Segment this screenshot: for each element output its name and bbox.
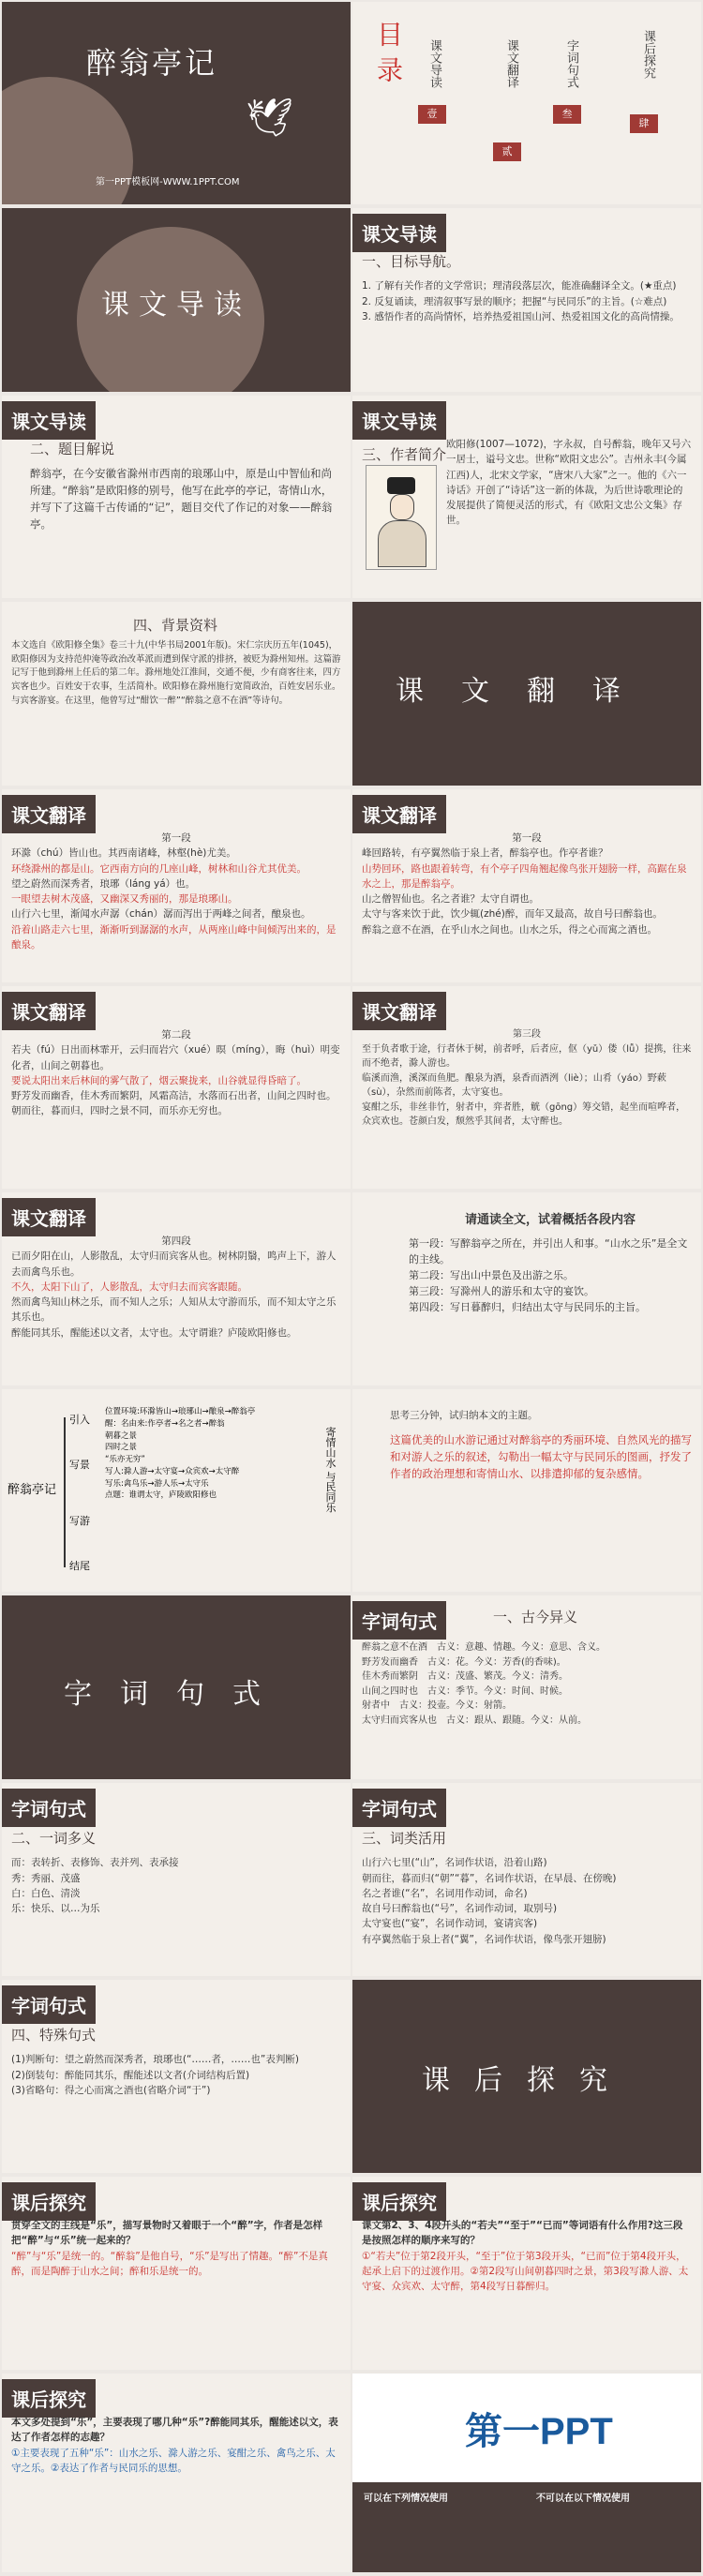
words-2-slide: [2, 1783, 351, 1976]
exercise-line: 第一段：写醉翁亭之所在，并引出人和事。“山水之乐”是全文的主线。: [409, 1237, 688, 1266]
mindmap-theme: 寄情山水 与民同乐: [324, 1427, 337, 1513]
answer: ①主要表现了五种“乐”：山水之乐、滁人游之乐、宴酣之乐、禽鸟之乐、太守之乐。②表达了作者与民同乐的思想。: [11, 2447, 336, 2474]
mindmap-detail: 朝暮之景: [105, 1430, 138, 1441]
source-line: 宴酣之乐，非丝非竹，射者中，弈者胜，觥（gōng）筹交错，起坐而喧哗者，众宾欢也。苍颜白发，颓然乎其间者，太守醉也。: [362, 1101, 686, 1127]
goal-line: 1. 了解有关作者的文学常识；理清段落层次，能准确翻译全文。(★重点): [362, 280, 677, 292]
words-4-slide: [2, 1980, 351, 2173]
translate-2-slide: [352, 789, 701, 982]
translation-line: 山势回环，路也跟着转弯，有个亭子四角翘起像鸟张开翅膀一样，高踞在泉水之上，那是醉翁亭。: [362, 862, 687, 890]
translation-line: 一眼望去树木茂盛，又幽深又秀丽的，那是琅琊山。: [11, 893, 238, 906]
toc-title: 目录: [373, 21, 404, 92]
source-line: 醉翁之意不在酒，在乎山水之间也。山水之乐，得之心而寓之酒也。: [362, 923, 657, 936]
mindmap-node: 引入: [69, 1414, 90, 1426]
summary-exercise-slide: [352, 1192, 701, 1385]
word-line: 醉翁之意不在酒 古义：意趣、情趣。今义：意思、含义。: [362, 1642, 606, 1653]
word-group: 秀：秀丽、茂盛: [11, 1872, 81, 1884]
promo-slide: [352, 2374, 701, 2572]
explore-2-slide: [352, 2177, 701, 2370]
paragraph-label: 第一段: [512, 832, 542, 844]
slide-body: [30, 435, 341, 533]
word-line: 有亭翼然临于泉上者(“翼”，名词作状语，像鸟张开翅膀): [362, 1933, 606, 1945]
subheading: 三、词类活用: [362, 1830, 447, 1847]
word-line: 野芳发而幽香 古义：花。今义：芳香(的香味)。: [362, 1656, 566, 1668]
paragraph-label: 第二段: [161, 1029, 191, 1041]
subheading: 一、目标导航。: [362, 253, 461, 270]
slide-body: [11, 831, 341, 952]
word-line: 射者中 古义：投壶。今义：射箭。: [362, 1700, 512, 1711]
slide-head: 课文翻译: [2, 795, 96, 833]
slide-head: 课文导读: [352, 401, 446, 440]
source-line: 望之蔚然而深秀者，琅琊（láng yá）也。: [11, 877, 196, 890]
slide-head: 课文导读: [2, 401, 96, 440]
word-line: 山间之四时也 古义：季节。今义：时间、时候。: [362, 1685, 568, 1697]
subheading: 一、古今异义: [493, 1609, 578, 1625]
mindmap-root: 醉翁亭记: [7, 1483, 57, 1497]
mindmap-detail: 写乐:禽鸟乐→游人乐→太守乐: [105, 1478, 209, 1489]
author-slide: [352, 396, 701, 598]
ppt-logo: 第一PPT: [465, 2411, 613, 2452]
translation-line: 要说太阳出来后林间的雾气散了，烟云聚拢来，山谷就显得昏暗了。: [11, 1074, 307, 1086]
section-title: 课文翻译: [396, 675, 658, 708]
word-line: 朝而往，暮而归(“朝”“暮”，名词作状语，在早晨、在傍晚): [362, 1872, 617, 1884]
source-line: 野芳发而幽香，佳木秀而繁阴，风霜高洁，水落而石出者，山间之四时也。: [11, 1090, 337, 1102]
mindmap-detail: 醒：名由来:作亭者→名之者→醉翁: [105, 1418, 225, 1429]
section-slide-2: [352, 602, 701, 786]
cover-url: 第一PPT模板网-WWW.1PPT.COM: [96, 177, 240, 187]
slide-head: 字词句式: [2, 1789, 96, 1827]
background-slide: [2, 602, 351, 786]
source-line: 山行六七里，渐闻水声潺（chán）潺而泻出于两峰之间者，酿泉也。: [11, 908, 311, 921]
toc-item-1[interactable]: 课文导读: [427, 39, 441, 88]
slide-head: 课文导读: [352, 214, 446, 252]
source-line: 太守与客来饮于此，饮少辄(zhé)醉，而年又最高，故自号曰醉翁也。: [362, 908, 663, 921]
slide-head: 字词句式: [352, 1601, 446, 1640]
mindmap-node: 写游: [69, 1515, 90, 1527]
word-line: 太守宴也(“宴”，名词作动词，宴请宾客): [362, 1918, 538, 1930]
slide-body: [362, 1640, 692, 1728]
source-line: 环滁（chú）皆山也。其西南诸峰，林壑(hè)尤美。: [11, 847, 236, 860]
toc-badge-4: 肆: [630, 114, 658, 133]
section-slide-1: [2, 208, 351, 392]
goals-slide: [352, 208, 701, 392]
slide-head: 课文翻译: [352, 795, 446, 833]
toc-slide: [352, 2, 701, 204]
mindmap-slide: [2, 1389, 351, 1592]
source-line: 已而夕阳在山，人影散乱，太守归而宾客从也。树林阴翳，鸣声上下，游人去而禽鸟乐也。: [11, 1251, 337, 1278]
slide-body: [11, 1234, 341, 1340]
author-portrait: [366, 465, 437, 570]
promo-col1: 可以在下列情况使用: [364, 2494, 448, 2504]
translation-line: 环绕滁州的都是山。它西南方向的几座山峰，树林和山谷尤其优美。: [11, 862, 307, 875]
mindmap-node: 写景: [69, 1459, 90, 1471]
mindmap-details: [105, 1406, 304, 1502]
slide-head: 课后探究: [2, 2182, 96, 2221]
source-line: 醉能同其乐，醒能述以文者，太守也。太守谓谁？庐陵欧阳修也。: [11, 1326, 297, 1339]
subheading: 二、题目解说: [30, 441, 115, 457]
mindmap-detail: 四时之景: [105, 1443, 138, 1453]
word-line: 故自号曰醉翁也(“号”，名词作动词，取别号): [362, 1903, 558, 1915]
words-3-slide: [352, 1783, 701, 1976]
sentence-line: (2)倒装句：醉能同其乐，醒能述以文者(介词结构后置): [11, 2069, 250, 2081]
sentence-line: (3)省略句：得之心而寓之酒也(省略介词“于”): [11, 2084, 211, 2096]
exercise-title: 请通读全文，试着概括各段内容: [464, 1213, 636, 1227]
section-slide-3: [2, 1595, 351, 1779]
toc-badge-1: 壹: [418, 105, 446, 124]
title-slide: [2, 396, 351, 598]
toc-item-4[interactable]: 课后探究: [641, 30, 655, 79]
toc-item-2[interactable]: 课文翻译: [504, 39, 518, 88]
mindmap-detail: 写人:滁人游→太守宴→众宾欢→太守醉: [105, 1466, 240, 1476]
slide-body: [11, 2415, 341, 2476]
exercise-line: 第四段：写日暮醉归，归结出太守与民同乐的主旨。: [409, 1301, 646, 1314]
slide-body: [362, 1027, 692, 1130]
theme-question-slide: [352, 1389, 701, 1592]
promo-band: [352, 2482, 701, 2572]
word-line: 佳木秀而繁阴 古义：茂盛、繁茂。今义：清秀。: [362, 1671, 568, 1682]
section-title: 字词句式: [64, 1678, 289, 1711]
mindmap-connector: [64, 1417, 66, 1567]
slide-body: [362, 2218, 692, 2294]
explore-3-slide: [2, 2374, 351, 2572]
translate-5-slide: [2, 1192, 351, 1385]
source-line: 若夫（fú）日出而林霏开，云归而岩穴（xué）暝（míng），晦（huì）明变化者，山间之朝暮也。: [11, 1044, 340, 1071]
subheading: 三、作者简介: [362, 446, 447, 463]
exercise-line: 第二段：写出山中景色及出游之乐。: [409, 1269, 574, 1282]
paragraph: 欧阳修(1007—1072)，字永叔，自号醉翁，晚年又号六一居士，谥号文忠。世称“欧阳文忠公”。吉州永丰(今属江西)人，北宋文学家，“唐宋八大家”之一。他的《六一诗话》开创了“诗话”这一新的体裁，为后世诗歌理论的发展提供了简便灵活的形式，有《欧阳文忠公文集》存世。: [446, 439, 692, 527]
toc-item-3[interactable]: 字词句式: [564, 39, 578, 88]
paragraph-label: 第一段: [161, 832, 191, 844]
translation-line: 沿着山路走六七里，渐渐听到潺潺的水声，从两座山峰中间倾泻出来的，是酿泉。: [11, 923, 337, 951]
crane-icon: 🕊: [246, 97, 293, 140]
slide-head: 字词句式: [352, 1789, 446, 1827]
paragraph: 本文选自《欧阳修全集》卷三十九(中华书局2001年版)。宋仁宗庆历五年(1045)，欧阳修因为支持范仲淹等政治改革派而遭到保守派的排挤，被贬为滁州知州。这篇游记写于他到滁州上任后的第二年。滁州地处江淮间，交通不便，少有商客往来，四方宾客也少。百姓安于农事，生活简朴。欧阳修在滁州施行宽简政治，百姓安居乐业。与宾客游宴。在这里，他曾写过“酣饮一醉”“醉翁之意不在酒”等诗句。: [11, 640, 341, 706]
subheading: 四、特殊句式: [11, 2027, 97, 2044]
slide-body: [11, 1027, 341, 1119]
mindmap-node: 结尾: [69, 1560, 90, 1572]
mindmap-detail: 点题：谁谓太守，庐陵欧阳修也: [105, 1490, 217, 1501]
source-line: 然而禽鸟知山林之乐，而不知人之乐；人知从太守游而乐，而不知太守之乐其乐也。: [11, 1296, 337, 1324]
slide-body: [11, 2021, 341, 2098]
slide-head: 课后探究: [2, 2379, 96, 2418]
word-group: 白：白色、清淡: [11, 1887, 81, 1899]
question: 贯穿全文的主线是“乐”，描写景物时又着眼于一个“醉”字，作者是怎样把“醉”与“乐”统一起来的？: [11, 2220, 323, 2247]
slide-body: [362, 831, 692, 937]
exercise-line: 第三段：写滁州人的游乐和太守的宴饮。: [409, 1285, 594, 1298]
toc-badge-3: 叁: [553, 105, 581, 124]
words-1-slide: [352, 1595, 701, 1779]
section-slide-4: [352, 1980, 701, 2173]
toc-badge-2: 贰: [493, 142, 521, 161]
cover-slide: [2, 2, 351, 204]
subheading: 二、一词多义: [11, 1830, 97, 1847]
source-line: 山之僧智仙也。名之者谁？太守自谓也。: [362, 893, 539, 906]
slide-head: 字词句式: [2, 1985, 96, 2024]
slide-body: [11, 1824, 341, 1916]
slide-head: 课文翻译: [2, 992, 96, 1030]
source-line: 朝而往，暮而归，四时之景不同，而乐亦无穷也。: [11, 1105, 228, 1117]
slide-head: 课文翻译: [2, 1198, 96, 1236]
answer: “醉”与“乐”是统一的。“醉翁”是他自号，“乐”是写出了情趣。“醉”不是真醉，而是陶醉于山水之间；醉和乐是统一的。: [11, 2250, 328, 2277]
word-group: 而：表转折、表修饰、表并列、表承接: [11, 1857, 179, 1869]
answer: ①“若夫”位于第2段开头，“至于”位于第3段开头，“已而”位于第4段开头，起承上启下的过渡作用。②第2段写山间朝暮四时之景，第3段写滁人游、太守宴、众宾欢、太守醉，第4段写日暮醉归。: [362, 2250, 689, 2293]
paragraph: 醉翁亭，在今安徽省滁州市西南的琅琊山中，原是山中智仙和尚所建。“醉翁”是欧阳修的别号，他写在此亭的亭记，寄情山水，并写下了这篇千古传诵的“记”，题目交代了作记的对象——醉翁亭。: [30, 467, 333, 531]
slide-body: [390, 1408, 692, 1483]
cover-title: 醉翁亭记: [86, 45, 218, 81]
subheading: 四、背景资料: [133, 617, 218, 634]
slide-head: 课后探究: [352, 2182, 446, 2221]
source-line: 峰回路转，有亭翼然临于泉上者，醉翁亭也。作亭者谁？: [362, 847, 608, 860]
translate-4-slide: [352, 986, 701, 1189]
slide-body: [11, 2218, 341, 2279]
translate-1-slide: [2, 789, 351, 982]
paragraph-label: 第四段: [161, 1236, 191, 1247]
answer: 这篇优美的山水游记通过对醉翁亭的秀丽环境、自然风光的描写和对游人之乐的叙述，勾勒出一幅太守与民同乐的图画，抒发了作者的政治理想和寄情山水、以排遣抑郁的复杂感情。: [390, 1433, 692, 1480]
goal-line: 3. 感悟作者的高尚情怀，培养热爱祖国山河、热爱祖国文化的高尚情操。: [362, 310, 680, 322]
section-title: 课后探究: [422, 2064, 632, 2097]
slide-body: [409, 1211, 692, 1315]
word-line: 太守归而宾客从也 古义：跟从、跟随。今义：从前。: [362, 1715, 587, 1726]
translate-3-slide: [2, 986, 351, 1189]
explore-1-slide: [2, 2177, 351, 2370]
word-line: 山行六七里(“山”，名词作状语，沿着山路): [362, 1857, 547, 1869]
translation-line: 不久，太阳下山了，人影散乱，太守归去而宾客跟随。: [11, 1281, 247, 1293]
slide-head: 课文翻译: [352, 992, 446, 1030]
word-line: 名之者谁(“名”，名词用作动词，命名): [362, 1887, 528, 1899]
mindmap-detail: “乐亦无穷”: [105, 1455, 145, 1464]
goal-line: 2. 反复诵读，理清叙事写景的顺序；把握“与民同乐”的主旨。(☆难点): [362, 295, 667, 307]
word-group: 乐：快乐、以…为乐: [11, 1903, 100, 1915]
question: 本文多处提到“乐”，主要表现了哪几种“乐”?醉能同其乐，醒能述以文，表达了作者怎样的志趣？: [11, 2417, 338, 2444]
paragraph-label: 第三段: [513, 1029, 541, 1040]
slide-body: [362, 247, 692, 324]
question: 课文第2、3、4段开头的“若夫”“至于”“已而”等词语有什么作用?这三段是按照怎样的顺序来写的？: [362, 2220, 683, 2247]
promo-col2: 不可以在以下情况使用: [536, 2494, 630, 2504]
source-line: 至于负者歌于途，行者休于树，前者呼，后者应，伛（yǔ）偻（lǚ）提携，往来而不绝者，滁人游也。: [362, 1043, 692, 1069]
slide-body: [362, 1824, 692, 1947]
section-title: 课文导读: [101, 289, 251, 322]
question: 思考三分钟，试归纳本文的主题。: [390, 1410, 538, 1421]
source-line: 临溪而渔，溪深而鱼肥。酿泉为酒，泉香而酒洌（liè）；山肴（yáo）野蔌（sù），杂然而前陈者，太守宴也。: [362, 1072, 666, 1098]
sentence-line: (1)判断句：望之蔚然而深秀者，琅琊也(“……者，……也”表判断): [11, 2054, 299, 2066]
mindmap-detail: 位置环境:环滁皆山→琅琊山→酿泉→醉翁亭: [105, 1407, 256, 1416]
